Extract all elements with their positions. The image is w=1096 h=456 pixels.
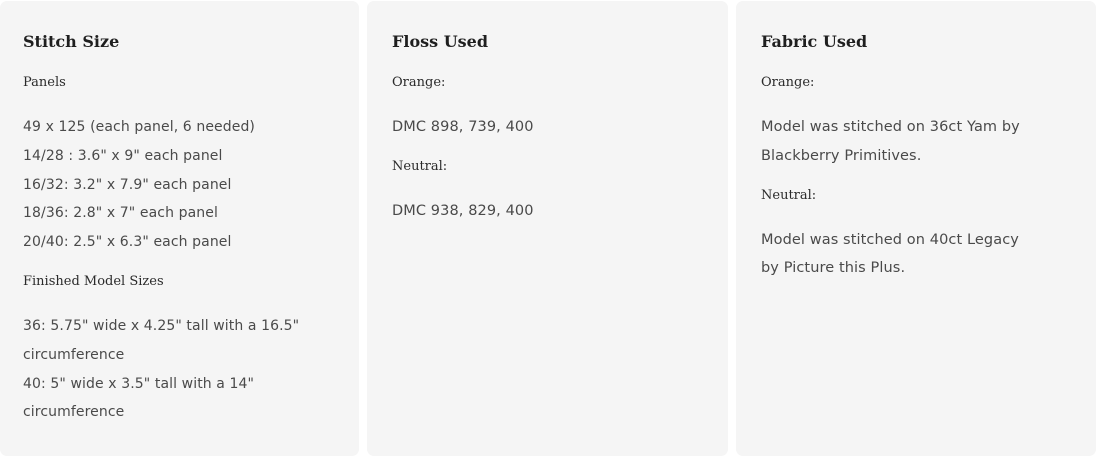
detail-line: 18/36: 2.8" x 7" each panel	[23, 205, 218, 222]
detail-line: Model was stitched on 36ct Yam by	[761, 119, 1020, 135]
section-heading-orange: Orange:	[761, 75, 815, 90]
orange-floss-details	[392, 113, 718, 142]
neutral-fabric-details	[761, 226, 1086, 284]
detail-line: 49 x 125 (each panel, 6 needed)	[23, 119, 255, 135]
detail-line: Blackberry Primitives.	[761, 147, 922, 164]
detail-line: DMC 938, 829, 400	[392, 202, 534, 219]
detail-line: 40: 5" wide x 3.5" tall with a 14"	[23, 375, 255, 392]
fabric-used-card	[736, 1, 1096, 456]
section-heading-neutral: Neutral:	[761, 187, 817, 203]
detail-line: 14/28 : 3.6" x 9" each panel	[23, 147, 223, 164]
detail-line: 16/32: 3.2" x 7.9" each panel	[23, 176, 232, 193]
finished-sizes-details	[23, 312, 349, 427]
detail-line: DMC 898, 739, 400	[392, 119, 534, 135]
detail-line: circumference	[23, 404, 125, 421]
card-title: Floss Used	[392, 32, 489, 51]
detail-line: 36: 5.75" wide x 4.25" tall with a 16.5"	[23, 317, 300, 334]
card-title: Fabric Used	[761, 32, 868, 51]
section-heading-neutral: Neutral:	[392, 158, 448, 174]
detail-line: Model was stitched on 40ct Legacy	[761, 231, 1019, 248]
section-heading-finished-sizes: Finished Model Sizes	[23, 273, 164, 289]
panels-details	[23, 113, 349, 257]
stitch-size-card	[0, 1, 359, 456]
card-title: Stitch Size	[23, 32, 120, 51]
section-heading-panels: Panels	[23, 75, 66, 90]
floss-used-card	[367, 1, 728, 456]
detail-line: circumference	[23, 346, 125, 363]
detail-line: by Picture this Plus.	[761, 260, 906, 277]
neutral-floss-details	[392, 197, 718, 226]
orange-fabric-details	[761, 113, 1086, 171]
detail-line: 20/40: 2.5" x 6.3" each panel	[23, 234, 232, 251]
section-heading-orange: Orange:	[392, 75, 446, 90]
